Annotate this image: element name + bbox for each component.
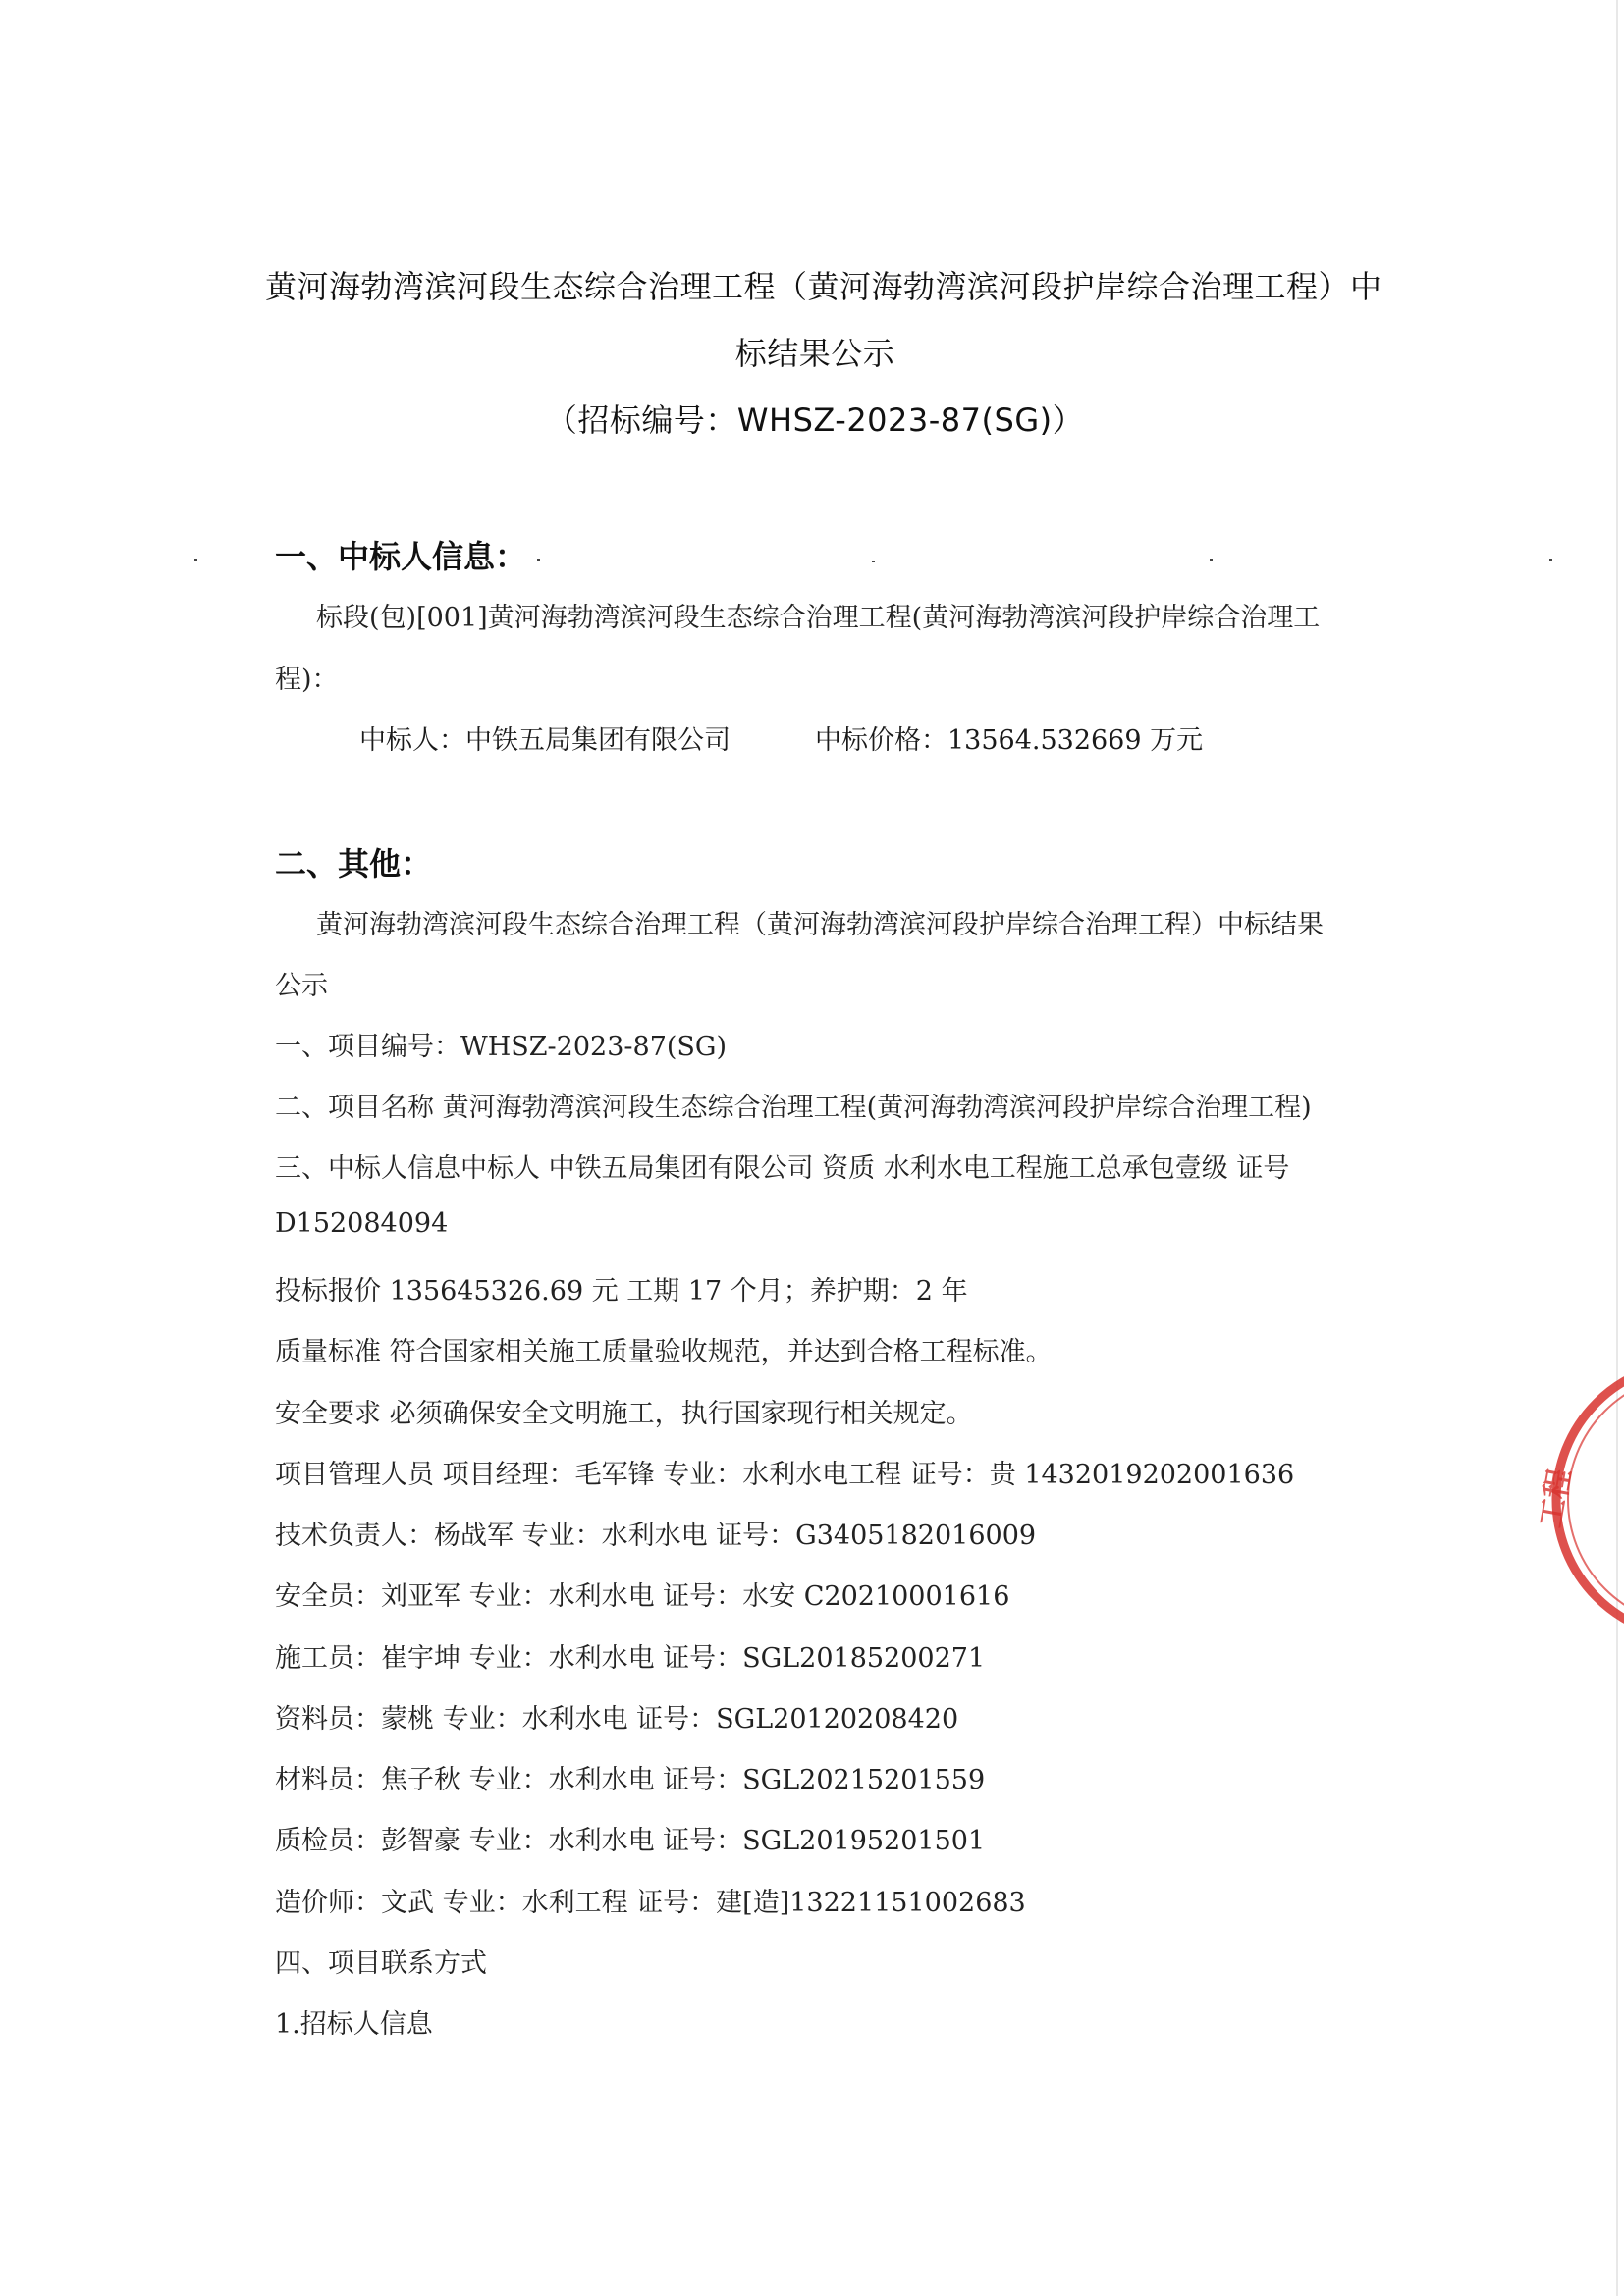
scan-speck [537, 559, 540, 561]
body-line: 黄河海勃湾滨河段生态综合治理工程（黄河海勃湾滨河段护岸综合治理工程）中标结果 [316, 910, 1324, 940]
body-line: 质量标准 符合国家相关施工质量验收规范，并达到合格工程标准。 [275, 1337, 1053, 1367]
body-line: 造价师：文武 专业：水利工程 证号：建[造]13221151002683 [275, 1888, 1026, 1918]
lot-line-2: 程)： [275, 665, 339, 695]
section-1-heading: 一、中标人信息： [275, 538, 527, 575]
tender-number: （招标编号：WHSZ-2023-87(SG)） [545, 401, 1085, 439]
body-line: 安全员：刘亚军 专业：水利水电 证号：水安 C20210001616 [275, 1581, 1010, 1612]
body-line: 投标报价 135645326.69 元 工期 17 个月；养护期：2 年 [275, 1276, 968, 1307]
body-line: 资料员：蒙桃 专业：水利水电 证号：SGL20120208420 [275, 1704, 959, 1735]
body-line: 安全要求 必须确保安全文明施工，执行国家现行相关规定。 [275, 1399, 973, 1429]
scan-speck [194, 559, 197, 561]
body-line: 项目管理人员 项目经理：毛军锋 专业：水利水电工程 证号：贵 1432019202001636 [275, 1460, 1295, 1490]
page-edge-shadow [1616, 0, 1618, 2296]
body-line: 技术负责人：杨战军 专业：水利水电 证号：G3405182016009 [275, 1521, 1037, 1551]
body-line: 施工员：崔宇坤 专业：水利水电 证号：SGL20185200271 [275, 1643, 986, 1674]
title-line-2: 标结果公示 [734, 335, 895, 372]
body-line: 质检员：彭智豪 专业：水利水电 证号：SGL20195201501 [275, 1826, 986, 1856]
title-line-1: 黄河海勃湾滨河段生态综合治理工程（黄河海勃湾滨河段护岸综合治理工程）中 [265, 268, 1382, 305]
document-title [265, 253, 1382, 454]
body-line: 二、项目名称 黄河海勃湾滨河段生态综合治理工程(黄河海勃湾滨河段护岸综合治理工程) [275, 1093, 1312, 1123]
svg-text:工程: 工程 [1534, 1466, 1579, 1530]
body-line: 四、项目联系方式 [275, 1949, 487, 1979]
body-line: D152084094 [275, 1208, 449, 1239]
body-line: 材料员：焦子秋 专业：水利水电 证号：SGL20215201559 [275, 1765, 986, 1795]
scan-speck [1210, 559, 1213, 561]
body-line: 1.招标人信息 [275, 2009, 433, 2040]
body-line: 公示 [275, 971, 328, 1001]
official-seal-stamp [1532, 1353, 1624, 1647]
lot-line-1: 标段(包)[001]黄河海勃湾滨河段生态综合治理工程(黄河海勃湾滨河段护岸综合治理工 [316, 603, 1321, 633]
body-line: 一、项目编号：WHSZ-2023-87(SG) [275, 1032, 728, 1062]
winner-row [359, 719, 1203, 757]
body-line: 三、中标人信息中标人 中铁五局集团有限公司 资质 水利水电工程施工总承包壹级 证号 [275, 1153, 1290, 1184]
winner-price: 中标价格：13564.532669 万元 [815, 725, 1204, 756]
scan-speck [872, 561, 875, 562]
winner-name: 中标人：中铁五局集团有限公司 [359, 725, 731, 756]
section-2-heading: 二、其他： [275, 845, 433, 882]
scan-speck [1549, 559, 1552, 561]
